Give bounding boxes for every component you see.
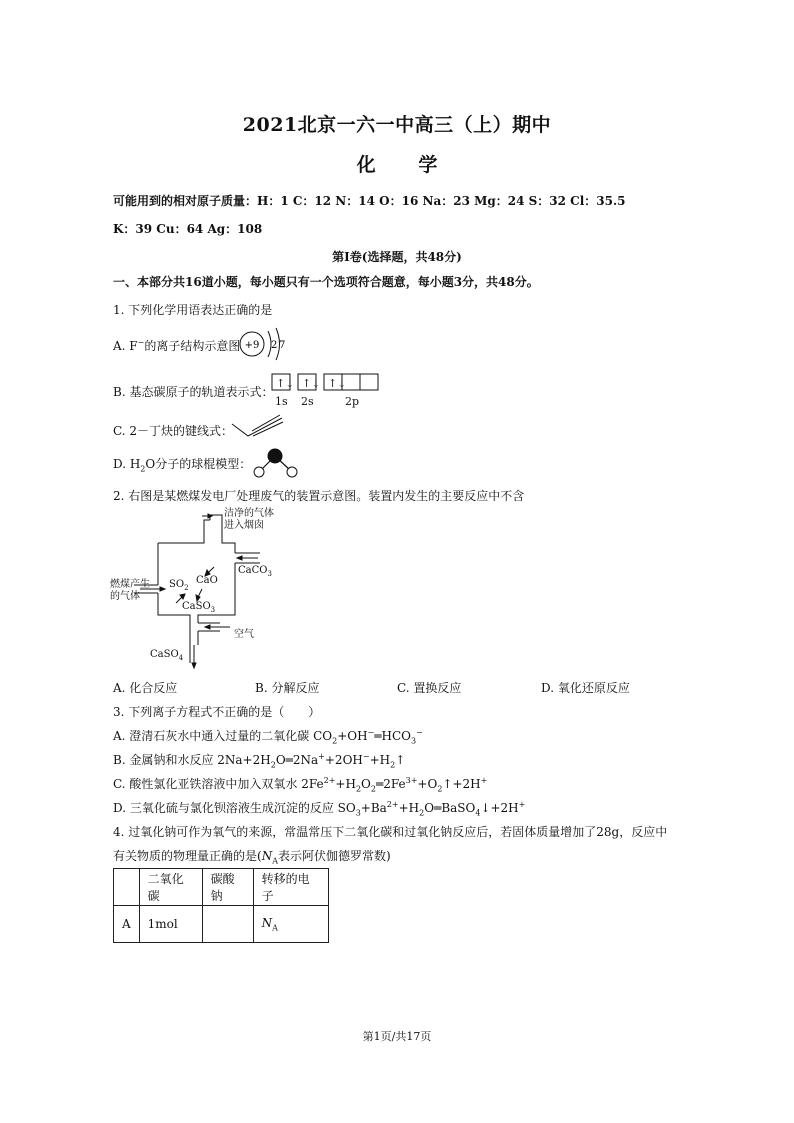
q2-option-d: D. 氧化还原反应 — [541, 681, 630, 695]
apparatus-right-wall — [198, 563, 235, 623]
shell-electrons-1: 2 — [271, 340, 278, 351]
page-title: 2021北京一六一中高三（上）期中 — [242, 114, 552, 136]
label-air: 空气 — [234, 629, 254, 640]
table-header-cell: 碳酸钠 — [202, 869, 253, 906]
q1-option-d: D. $H_2O$分子的球棍模型： — [113, 457, 252, 474]
hydrogen-ball-right — [287, 467, 297, 477]
apparatus-top-left — [158, 520, 210, 543]
label-clean-gas-2: 进入烟囱 — [224, 520, 264, 531]
label-caso4: CaSO$_4$ — [150, 649, 184, 662]
caso4-arrow-head — [192, 663, 196, 668]
table-row — [114, 906, 329, 943]
q2-option-b: B. 分解反应 — [255, 681, 320, 695]
q3-option-a: A. 澄清石灰水中通入过量的二氧化碳 $CO_2+OH^-═HCO_3^-$ — [113, 728, 423, 746]
q3-option-c: C. 酸性氯化亚铁溶液中加入双氧水 $2Fe^{2+}+H_2O_2═2Fe^{3+}+O_2↑+2H^+$ — [113, 776, 488, 794]
atomic-mass-line-2: K：39 Cu：64 Ag：108 — [113, 222, 263, 236]
q2-option-a: A. 化合反应 — [113, 681, 178, 695]
hydrogen-ball-left — [254, 467, 264, 477]
page-footer: 第1页/共17页 — [362, 1030, 432, 1043]
q4-stem-line-1: 4. 过氧化钠可作为氧气的来源，常温常压下二氧化碳和过氧化钠反应后，若固体质量增加了28g，反应中 — [113, 825, 668, 839]
q3-option-d: D. 三氧化硫与氯化钡溶液生成沉淀的反应 $SO_3+Ba^{2+}+H_2O═BaSO_4↓+2H^+$ — [113, 800, 526, 818]
ion-structure-diagram — [237, 325, 293, 363]
orbital-box-2p-3 — [360, 374, 378, 390]
water-ball-stick-model — [250, 447, 302, 479]
q1-option-a: A. F−的离子结构示意图 — [113, 338, 241, 353]
electron-pair-1s: ↑↓ — [276, 377, 295, 390]
table-header-cell: 转移的电子 — [253, 869, 328, 906]
q3-option-b: B. 金属钠和水反应 $2Na+2H_2O═2Na^++2OH^-+H_2↑$ — [113, 752, 406, 770]
subject-char-2: 学 — [418, 154, 438, 176]
label-clean-gas-1: 洁净的气体 — [224, 508, 274, 519]
bond-line-triple-2 — [253, 422, 283, 436]
orbital-diagram — [270, 372, 380, 410]
subject-char-1: 化 — [356, 154, 376, 176]
bond-line-triple-1 — [252, 415, 280, 431]
butyne-skeletal-formula — [230, 414, 286, 442]
table-cell-label: A — [114, 906, 140, 943]
orbital-label-2p: 2p — [345, 395, 360, 408]
label-coal-2: 的气体 — [110, 591, 140, 602]
section-title: 第Ⅰ卷(选择题，共48分) — [332, 250, 462, 264]
table-header-row — [114, 869, 329, 906]
table-cell-na2co3 — [202, 906, 253, 943]
nucleus-charge: +9 — [244, 340, 260, 351]
electron-pair-2s: ↑↓ — [302, 377, 321, 390]
q1-option-c: C. 2－丁炔的键线式： — [113, 424, 234, 438]
q4-answer-table — [113, 868, 329, 943]
q2-option-c: C. 置换反应 — [397, 681, 462, 695]
orbital-label-2s: 2s — [301, 395, 314, 408]
shell-electrons-2: 7 — [279, 340, 286, 351]
atomic-mass-line-1: 可能用到的相对原子质量：H：1 C：12 N：14 O：16 Na：23 Mg：24 S：32 Cl：35.5 — [113, 194, 626, 208]
table-header-cell: 二氧化碳 — [139, 869, 202, 906]
air-arrow-head — [205, 625, 210, 629]
table-cell-co2: 1mol — [139, 906, 202, 943]
section-instruction: 一、本部分共16道小题，每小题只有一个选项符合题意，每小题3分，共48分。 — [113, 275, 539, 289]
bond-line-main — [232, 418, 282, 436]
label-caso3: CaSO$_3$ — [182, 601, 216, 614]
label-cao: CaO — [196, 575, 218, 586]
label-caco3: CaCO$_3$ — [238, 565, 272, 578]
table-cell-electrons: $N_A$ — [253, 906, 328, 943]
q2-stem: 2. 右图是某燃煤发电厂处理废气的装置示意图。装置内发生的主要反应中不含 — [113, 489, 525, 503]
q4-stem-line-2: 有关物质的物理量正确的是($N_A$表示阿伏伽德罗常数) — [113, 849, 391, 866]
subject-title — [0, 150, 794, 177]
q1-option-b: B. 基态碳原子的轨道表示式： — [113, 385, 274, 399]
label-so2: $SO_2$ — [169, 579, 189, 592]
oxygen-ball — [268, 449, 283, 464]
caco3-arrow-head — [237, 556, 242, 560]
q3-stem: 3. 下列离子方程式不正确的是（ ） — [113, 705, 321, 719]
table-header-cell — [114, 869, 140, 906]
electron-pair-2p: ↑↓ — [328, 377, 347, 390]
label-coal-1: 燃煤产生 — [110, 579, 150, 590]
coal-arrow-head — [160, 587, 165, 591]
q1-stem: 1. 下列化学用语表达正确的是 — [113, 303, 273, 317]
flue-gas-apparatus-diagram — [110, 505, 300, 670]
orbital-label-1s: 1s — [275, 395, 288, 408]
